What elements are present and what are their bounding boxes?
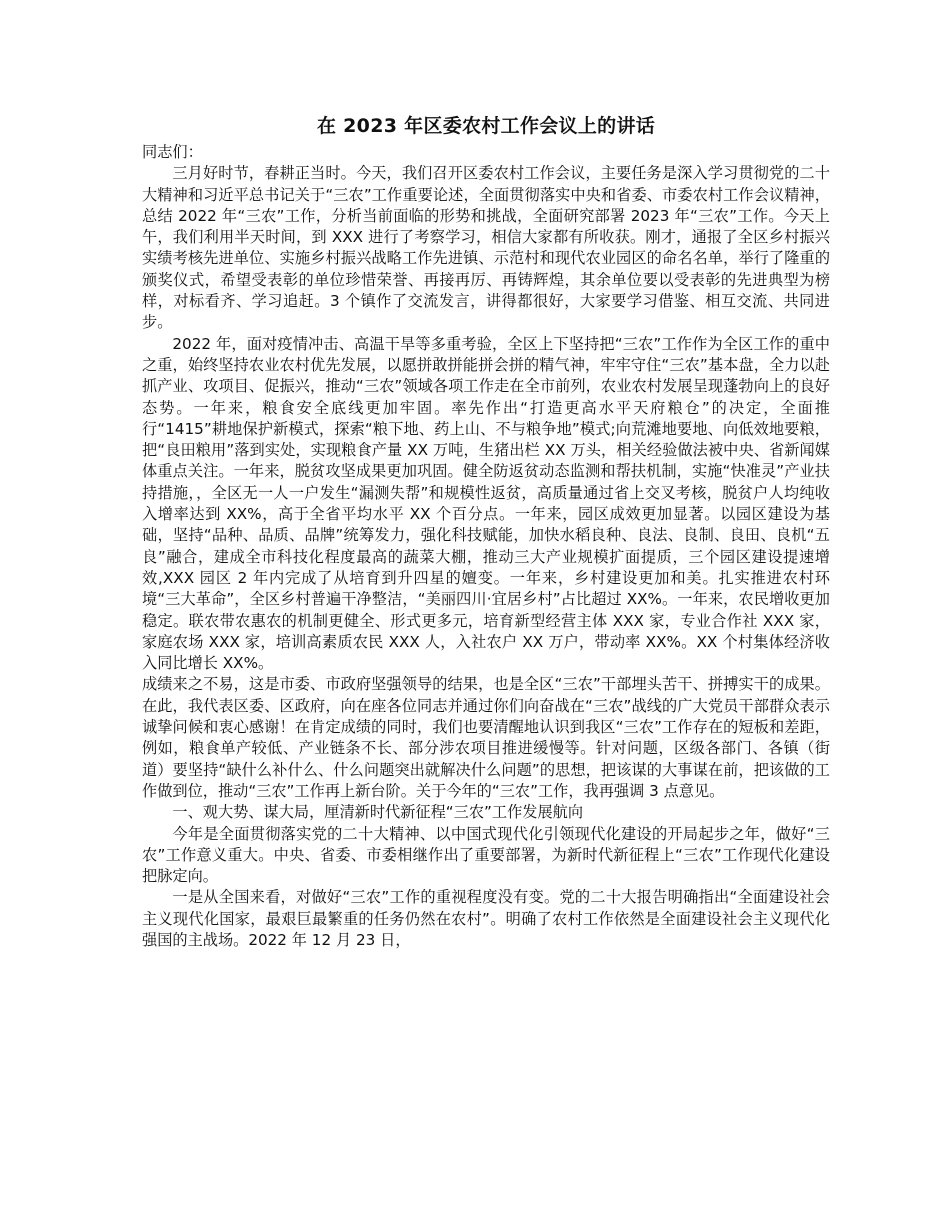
- paragraph-section-intro: 今年是全面贯彻落实党的二十大精神、以中国式现代化引领现代化建设的开局起步之年，做好“三农”工作意义重大。中央、省委、市委相继作出了重要部署，为新时代新征程上“三农”工作现代化建设把脉定向。: [142, 824, 830, 886]
- salutation: 同志们：: [142, 143, 203, 161]
- paragraph-achievements-summary: 成绩来之不易，这是市委、市政府坚强领导的结果，也是全区“三农”干部埋头苦干、拼搏实干的成果。在此，我代表区委、区政府，向在座各位同志并通过你们向奋战在“三农”战线的广大党员干部群众表示诚挚问候和衷心感谢！在肯定成绩的同时，我们也要清醒地认识到我区“三农”工作存在的短板和差距，例如，粮食单产较低、产业链条不长、部分涉农项目推进缓慢等。针对问题，区级各部门、各镇（街道）要坚持“缺什么补什么、什么问题突出就解决什么问题”的思想，把该谋的大事谋在前，把该做的工作做到位，推动“三农”工作再上新台阶。关于今年的“三农”工作，我再强调 3 点意见。: [142, 675, 830, 800]
- document-page: [142, 112, 830, 951]
- paragraph-opening: 三月好时节，春耕正当时。今天，我们召开区委农村工作会议，主要任务是深入学习贯彻党的二十大精神和习近平总书记关于“三农”工作重要论述，全面贯彻落实中央和省委、市委农村工作会议精神，总结 2022 年“三农”工作，分析当前面临的形势和挑战，全面研究部署 2023 年“三农”工作。今天上午，我们利用半天时间，到 XXX 进行了考察学习，相信大家都有所收获。刚才，通报了全区乡村振兴实绩考核先进单位、实施乡村振兴战略工作先进镇、示范村和现代农业园区的命名名单，举行了隆重的颁奖仪式，希望受表彰的单位珍惜荣誉、再接再厉、再铸辉煌，其余单位要以受表彰的先进典型为榜样，对标看齐、学习追赶。3 个镇作了交流发言，讲得都很好，大家要学习借鉴、相互交流、共同进步。: [142, 164, 830, 332]
- paragraph-2022-review: 2022 年，面对疫情冲击、高温干旱等多重考验，全区上下坚持把“三农”工作作为全区工作的重中之重，始终坚持农业农村优先发展，以愿拼敢拼能拼会拼的精气神，牢牢守住“三农”基本盘，全力以赴抓产业、攻项目、促振兴，推动“三农”领域各项工作走在全市前列，农业农村发展呈现蓬勃向上的良好态势。一年来，粮食安全底线更加牢固。率先作出“打造更高水平天府粮仓”的决定，全面推行“1415”耕地保护新模式，探索“粮下地、药上山、不与粮争地”模式;向荒滩地要地、向低效地要粮，把“良田粮用”落到实处，实现粮食产量 XX 万吨，生猪出栏 XX 万头，相关经验做法被中央、省新闻媒体重点关注。一年来，脱贫攻坚成果更加巩固。健全防返贫动态监测和帮扶机制，实施“快准灵”产业扶持措施，，全区无一人一户发生“漏测失帮”和规模性返贫，高质量通过省上交叉考核，脱贫户人均纯收入增率达到 XX%，高于全省平均水平 XX 个百分点。一年来，园区成效更加显著。以园区建设为基础，坚持“品种、品质、品牌”统筹发力，强化科技赋能，加快水稻良种、良法、良制、良田、良机“五良”融合，建成全市科技化程度最高的蔬菜大棚，推动三大产业规模扩面提质，三个园区建设提速增效,XXX 园区 2 年内完成了从培育到升四星的嬗变。一年来，乡村建设更加和美。扎实推进农村环境“三大革命”，全区乡村普遍干净整洁，“美丽四川·宜居乡村”占比超过 XX%。一年来，农民增收更加稳定。联农带农惠农的机制更健全、形式更多元，培育新型经营主体 XXX 家，专业合作社 XXX 家，家庭农场 XXX 家，培训高素质农民 XXX 人，入社农户 XX 万户，带动率 XX%。XX 个村集体经济收入同比增长 XX%。: [142, 334, 830, 673]
- paragraph-national-view: 一是从全国来看，对做好“三农”工作的重视程度没有变。党的二十大报告明确指出“全面建设社会主义现代化国家，最艰巨最繁重的任务仍然在农村”。明确了农村工作依然是全面建设社会主义现代化强国的主战场。2022 年 12 月 23 日，: [142, 888, 830, 949]
- section-heading-one: 一、观大势、谋大局，厘清新时代新征程“三农”工作发展航向: [172, 803, 584, 822]
- document-title: 在 2023 年区委农村工作会议上的讲话: [316, 115, 656, 137]
